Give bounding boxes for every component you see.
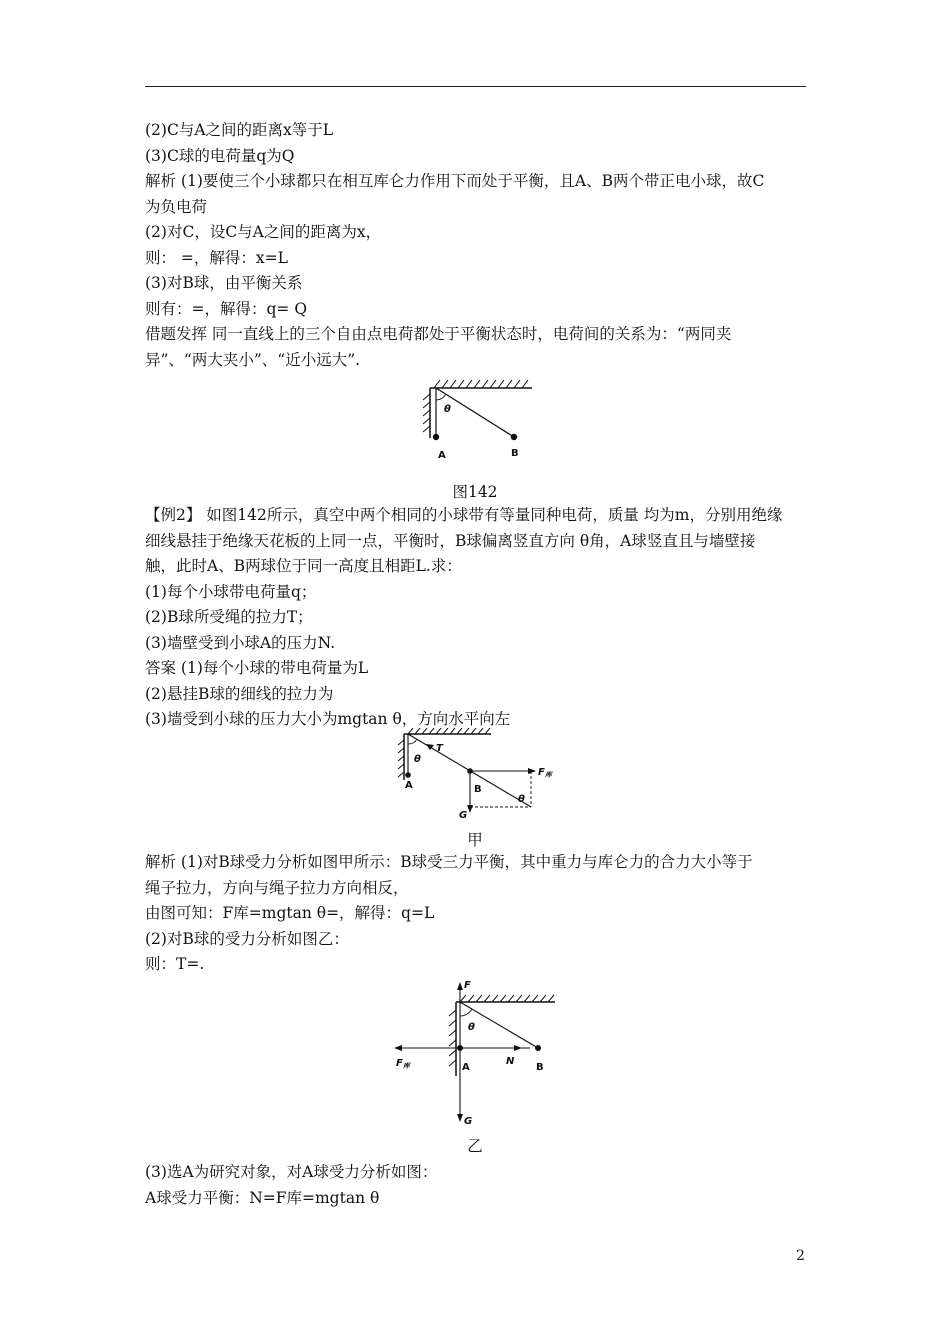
text-line: A球受力平衡：N=F库=mgtan θ (145, 1188, 380, 1207)
text-line: (2)对B球的受力分析如图乙： (145, 929, 349, 948)
figure-caption: 甲 (467, 831, 483, 849)
gravity-arrowhead (467, 805, 473, 813)
theta-label: θ (444, 404, 451, 415)
label-a: A (462, 1062, 470, 1073)
figure-yi (390, 978, 560, 1128)
ceiling-hatch (456, 995, 555, 1002)
header-rule (145, 86, 806, 87)
figure-caption: 乙 (467, 1137, 483, 1155)
label-a: A (405, 780, 413, 791)
ball-b (467, 768, 473, 774)
ball-b (535, 1045, 541, 1051)
tension-label: T (436, 743, 443, 754)
text-line: 绳子拉力，方向与绳子拉力方向相反， (145, 878, 409, 897)
angle-arc (460, 1009, 472, 1016)
text-line: (2)B球所受绳的拉力T； (145, 608, 313, 626)
normal-force-label: N (506, 1056, 515, 1067)
coulomb-arrowhead (394, 1045, 402, 1051)
text-line: (3)选A为研究对象，对A球受力分析如图： (145, 1163, 438, 1181)
text-line: 【例2】 如图142所示，真空中两个相同的小球带有等量同种电荷，质量 均为m，分别用绝缘 (145, 506, 783, 524)
ball-a (405, 772, 411, 778)
figure-142 (418, 376, 538, 476)
ball-b (511, 434, 517, 440)
text-line: 异”、“两大夹小”、“近小远大”. (145, 350, 361, 369)
theta-label: θ (468, 1022, 475, 1033)
label-b: B (511, 448, 519, 459)
force-f-label: F (464, 980, 471, 991)
up-arrowhead (457, 982, 463, 990)
text-line: (2)对C，设C与A之间的距离为x， (145, 223, 382, 241)
gravity-label: G (459, 810, 468, 821)
angle-arc (408, 739, 417, 744)
text-line: 触，此时A、B两球位于同一高度且相距L.求： (145, 557, 462, 575)
text-line: 解析 (1)对B球受力分析如图甲所示：B球受三力平衡，其中重力与库仑力的合力大小等于 (145, 853, 753, 871)
coulomb-force-label: $F_库$ (538, 767, 552, 779)
figure-caption: 图142 (452, 483, 498, 501)
gravity-label: G (464, 1116, 473, 1127)
text-line: 解析 (1)要使三个小球都只在相互库仑力作用下而处于平衡，且A、B两个带正电小球，故C (145, 172, 765, 190)
coulomb-force-label: $F_库$ (396, 1058, 410, 1070)
text-line: (3)墙壁受到小球A的压力N. (145, 633, 336, 652)
ceiling-hatch (430, 380, 532, 388)
text-line: 借题发挥 同一直线上的三个自由点电荷都处于平衡状态时，电荷间的关系为：“两同夹 (145, 325, 732, 343)
ball-a (433, 434, 439, 440)
text-block-solution-1 (145, 118, 810, 373)
text-line: 为负电荷 (145, 197, 208, 216)
coulomb-arrowhead (528, 768, 536, 774)
text-line: (3)对B球，由平衡关系 (145, 274, 303, 292)
gravity-arrowhead (457, 1114, 463, 1122)
text-line: (3)墙受到小球的压力大小为mgtan θ，方向水平向左 (145, 710, 511, 728)
wall-hatch (398, 734, 404, 780)
angle-arc (436, 394, 446, 400)
n-arrowhead (514, 1045, 522, 1051)
page-number: 2 (796, 1248, 805, 1264)
label-a: A (438, 450, 446, 461)
text-block-solution-3 (145, 1160, 810, 1211)
wall-hatch (423, 388, 430, 438)
text-line: (2)悬挂B球的细线的拉力为 (145, 684, 334, 703)
text-line: 则有：=，解得：q= Q (145, 299, 308, 318)
wall-hatch (449, 1002, 456, 1076)
text-line: 则：T=. (145, 955, 205, 973)
theta-label-2: θ (518, 794, 525, 805)
text-line: 细线悬挂于绝缘天花板的上同一点，平衡时，B球偏离竖直方向 θ角，A球竖直且与墙壁接 (145, 531, 756, 550)
text-line: 则： =，解得：x=L (145, 248, 288, 267)
label-b: B (536, 1062, 544, 1073)
text-line: (2)C与A之间的距离x等于L (145, 121, 334, 139)
text-line: (1)每个小球带电荷量q； (145, 582, 317, 601)
text-line: (3)C球的电荷量q为Q (145, 146, 295, 165)
text-block-solution-2 (145, 850, 810, 978)
text-line: 答案 (1)每个小球的带电荷量为L (145, 659, 369, 677)
ball-a (457, 1045, 463, 1051)
label-b: B (474, 784, 482, 795)
theta-label: θ (414, 754, 421, 765)
figure-jia (396, 728, 571, 828)
ceiling-hatch (404, 728, 491, 734)
text-line: 由图可知：F库=mgtan θ=，解得：q=L (145, 904, 435, 922)
text-block-example-2 (145, 503, 810, 733)
